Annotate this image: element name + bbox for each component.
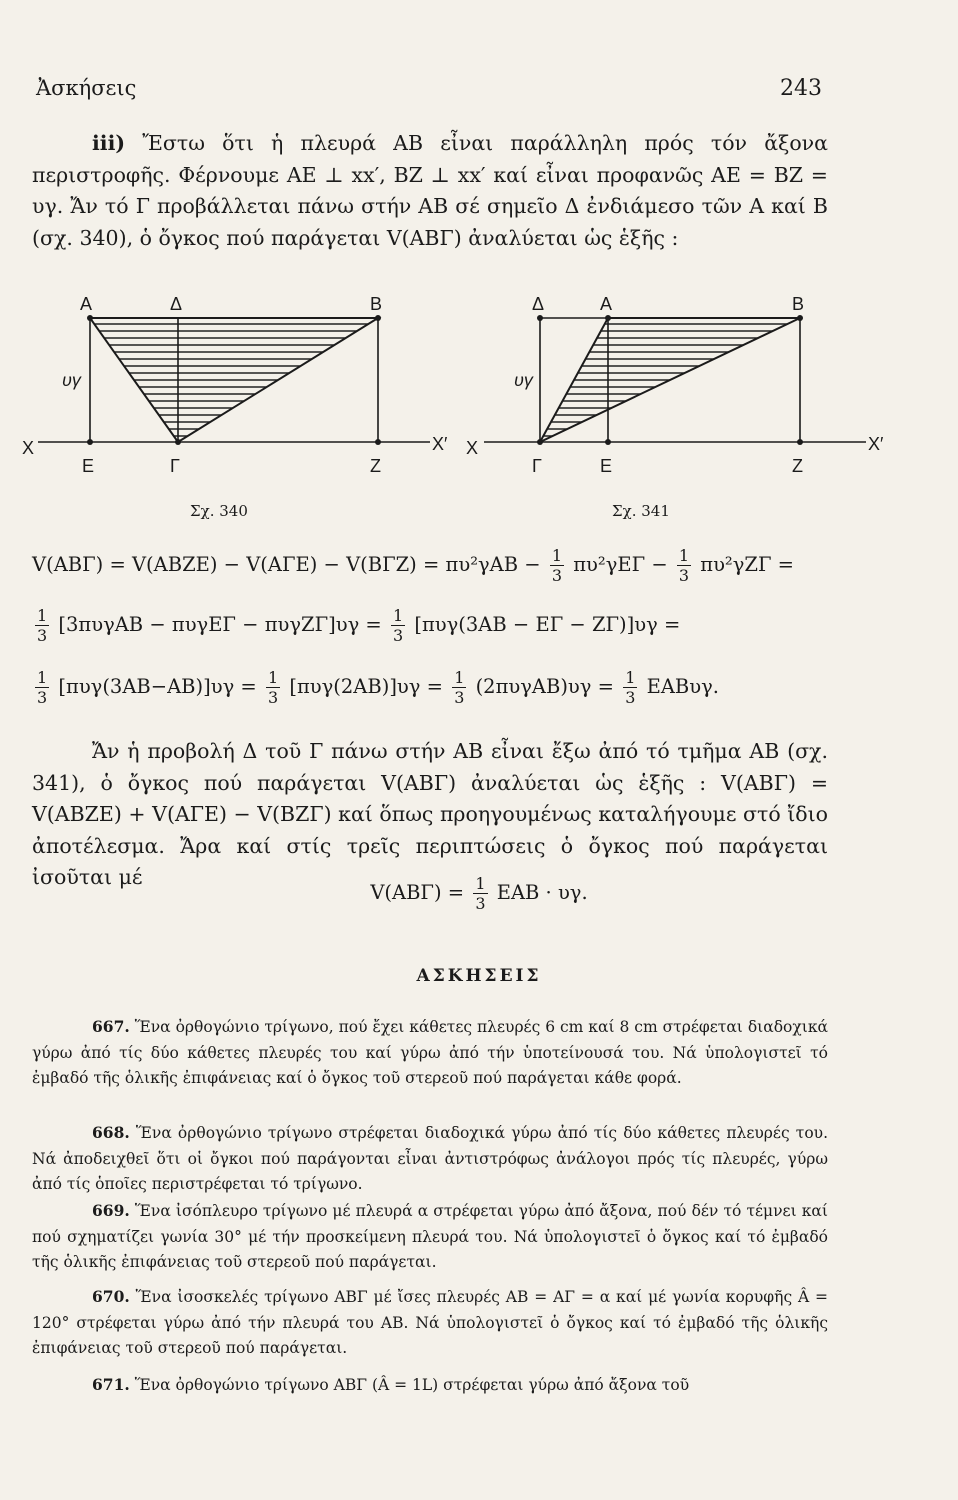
paragraph-label: iii): [92, 131, 126, 155]
caption-340: Σχ. 340: [190, 502, 248, 520]
running-head: Ἀσκήσεις: [36, 76, 137, 100]
equation-term: ΕΑΒυγ.: [646, 675, 719, 698]
label-E-340: E: [82, 456, 95, 476]
equation-term: (2πυγΑΒ)υγ =: [475, 675, 614, 698]
label-Z-341: Z: [792, 456, 803, 476]
fraction: $\frac{1}{3}$: [625, 668, 636, 707]
label-u-340: υγ: [62, 370, 81, 390]
label-X-340: X: [22, 438, 35, 458]
label-D-341: Δ: [532, 294, 545, 314]
exercise-667: [32, 1014, 828, 1092]
fraction: $\frac{1}{3}$: [267, 668, 279, 707]
page-number: 243: [780, 76, 822, 101]
exercise-text: Ἕνα ὀρθογώνιο τρίγωνο, πού ἔχει κάθετες πλευρές 6 cm καί 8 cm στρέφεται διαδοχικά γύρω ἀπό τίς δύο κάθετες πλευρές του καί γύρω ἀπό τήν ὑποτείνουσά του. Νά ὑπολογιστεῖ τό ἐμβαδό τῆς ὁλικῆς ἐπιφάνειας καί ὁ ὄγκος τοῦ στερεοῦ πού παράγεται κάθε φορά.: [32, 1018, 828, 1087]
label-G-341: Γ: [532, 456, 542, 476]
label-B-341: B: [792, 294, 805, 314]
equation-term: [πυγ(2ΑΒ)]υγ =: [289, 675, 443, 698]
exercise-number: 668.: [92, 1123, 130, 1142]
result-rhs: ΕΑΒ · υγ.: [496, 881, 588, 904]
fraction: $\frac{1}{3}$: [37, 606, 48, 645]
page-header: [36, 76, 822, 110]
figure-340: [18, 290, 458, 490]
label-X2-341: X′: [868, 434, 884, 454]
equation-term: [πυγ(3ΑΒ−ΑΒ)]υγ =: [58, 675, 257, 698]
label-G-340: Γ: [170, 456, 180, 476]
paragraph-iii: [32, 128, 828, 254]
exercise-669: [32, 1198, 828, 1276]
fraction: $\frac{1}{3}$: [37, 668, 48, 707]
exercise-text: Ἕνα ἰσόπλευρο τρίγωνο μέ πλευρά α στρέφεται γύρω ἀπό ἄξονα, πού δέν τό τέμνει καί πού σχηματίζει γωνία 30° μέ τήν προσκείμενη πλευρά του. Νά ὑπολογιστεῖ ὁ ὄγκος καί τό ἐμβαδό τῆς ὁλικῆς ἐπιφάνειας τοῦ στερεοῦ πού παράγεται.: [32, 1202, 828, 1271]
exercise-text: Ἕνα ὀρθογώνιο τρίγωνο ΑΒΓ (Â = 1L) στρέφεται γύρω ἀπό ἄξονα τοῦ: [134, 1376, 690, 1394]
equation-line-2: [32, 606, 832, 662]
label-D-340: Δ: [170, 294, 183, 314]
exercise-670: [32, 1284, 828, 1362]
equation-term: πυ²γΖΓ =: [700, 553, 795, 576]
label-E-341: E: [600, 456, 613, 476]
label-B-340: B: [370, 294, 383, 314]
equation-term: [3πυγΑΒ − πυγΕΓ − πυγΖΓ]υγ =: [58, 613, 382, 636]
label-X-341: X: [466, 438, 479, 458]
exercise-number: 671.: [92, 1375, 130, 1394]
equation-term: V(ΑΒΓ) = V(ΑΒΖΕ) − V(ΑΓΕ) − V(ΒΓΖ) = πυ²γΑΒ −: [32, 553, 541, 576]
hatching-340: [78, 324, 398, 436]
label-u-341: υγ: [514, 370, 533, 390]
paragraph-text: Ἔστω ὅτι ἡ πλευρά ΑΒ εἶναι παράλληλη πρός τόν ἄξονα περιστροφῆς. Φέρνουμε ΑΕ ⊥ xx′, ΒΖ ⊥ xx′ καί εἶναι προφανῶς ΑΕ = ΒΖ = υγ. Ἄν τό Γ προβάλλεται πάνω στήν ΑΒ σέ σημεῖο Δ ἐνδιάμεσο τῶν Α καί Β (σχ. 340), ὁ ὄγκος πού παράγεται V(ΑΒΓ) ἀναλύεται ὡς ἑξῆς :: [32, 131, 828, 250]
exercise-text: Ἕνα ὀρθογώνιο τρίγωνο στρέφεται διαδοχικά γύρω ἀπό τίς δύο κάθετες πλευρές του. Νά ἀποδειχθεῖ ὅτι οἱ ὄγκοι πού παράγονται εἶναι ἀντιστρόφως ἀνάλογοι πρός τίς πλευρές, γύρω ἀπό τίς ὁποῖες περιστρέφεται τό τρίγωνο.: [32, 1124, 828, 1193]
hatching-341: [522, 324, 842, 436]
exercise-text: Ἕνα ἰσοσκελές τρίγωνο ΑΒΓ μέ ἴσες πλευρές ΑΒ = ΑΓ = α καί μέ γωνία κορυφῆς Â = 120° στρέφεται γύρω ἀπό τήν πλευρά του ΑΒ. Νά ὑπολογιστεῖ ὁ ὄγκος καί τό ἐμβαδό τῆς ὁλικῆς ἐπιφάνειας τοῦ στερεοῦ πού παράγεται.: [32, 1288, 829, 1357]
result-formula: [0, 874, 958, 913]
result-lhs: V(ΑΒΓ) =: [370, 881, 465, 904]
section-title: ΑΣΚΗΣΕΙΣ: [416, 966, 542, 986]
fraction: $\frac{1}{3}$: [678, 546, 690, 585]
exercise-number: 667.: [92, 1017, 130, 1036]
equation-line-3: [32, 668, 832, 724]
label-A-341: A: [600, 294, 613, 314]
label-X2-340: X′: [432, 434, 448, 454]
figure-341: [462, 290, 902, 490]
caption-341: Σχ. 341: [612, 502, 670, 520]
label-Z-340: Z: [370, 456, 381, 476]
fraction: $\frac{1}{3}$: [475, 874, 486, 913]
exercise-number: 670.: [92, 1287, 130, 1306]
exercise-671: [32, 1372, 828, 1399]
equation-term: [πυγ(3ΑΒ − ΕΓ − ΖΓ)]υγ =: [414, 613, 681, 636]
label-A-340: A: [80, 294, 93, 314]
exercise-number: 669.: [92, 1201, 130, 1220]
fraction: $\frac{1}{3}$: [454, 668, 465, 707]
fraction: $\frac{1}{3}$: [551, 546, 563, 585]
paragraph-projection-outside: Ἄν ἡ προβολή Δ τοῦ Γ πάνω στήν ΑΒ εἶναι ἔξω ἀπό τό τμῆμα ΑΒ (σχ. 341), ὁ ὄγκος πού παράγεται V(ΑΒΓ) ἀναλύεται ὡς ἑξῆς : V(ΑΒΓ) = V(ΑΒΖΕ) + V(ΑΓΕ) − V(ΒΖΓ) καί ὅπως προηγουμένως καταλήγουμε στό ἴδιο ἀποτέλεσμα. Ἄρα καί στίς τρεῖς περιπτώσεις ὁ ὄγκος πού παράγεται ἰσοῦται μέ: [32, 739, 828, 889]
equation-term: πυ²γΕΓ −: [573, 553, 668, 576]
fraction: $\frac{1}{3}$: [392, 606, 404, 645]
exercise-668: [32, 1120, 828, 1198]
equation-line-1: [32, 546, 832, 602]
